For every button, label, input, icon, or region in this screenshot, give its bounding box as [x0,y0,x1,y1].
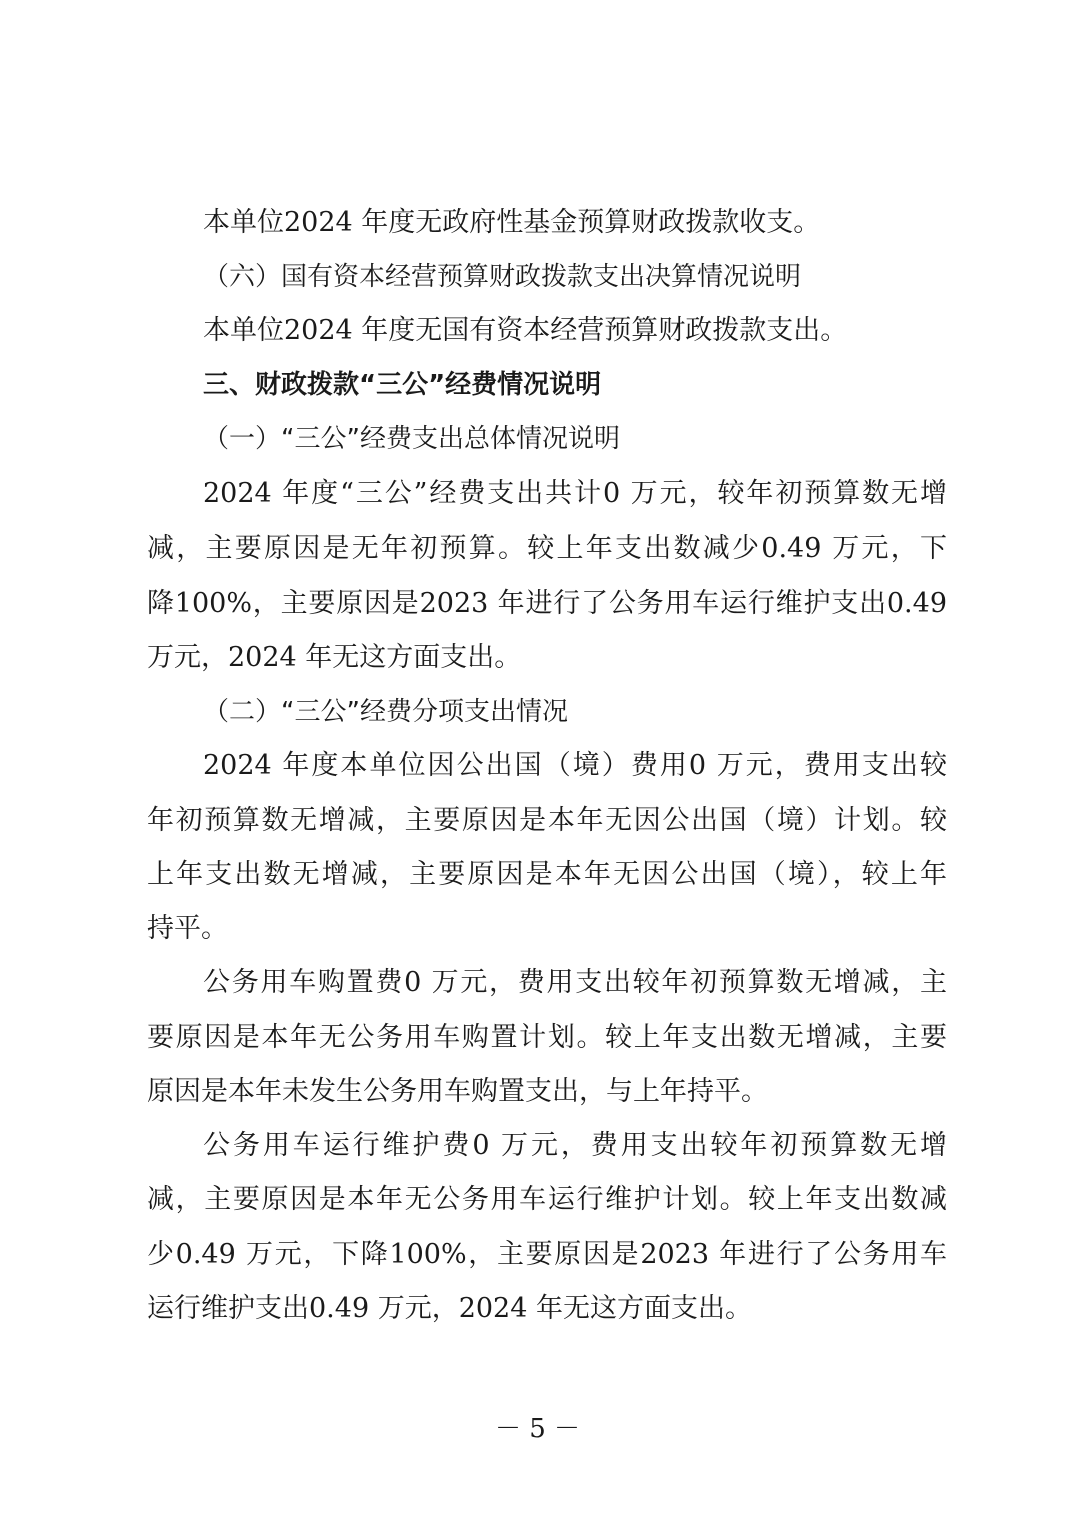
paragraph-line: 上年支出数无增减，主要原因是本年无因公出国（境），较上年 [147,859,947,890]
section-subheading: （六）国有资本经营预算财政拨款支出决算情况说明 [203,262,802,292]
paragraph-line: 2024 年度“三公”经费支出共计0 万元，较年初预算数无增 [203,478,947,509]
page-number: － 5 － [494,1414,581,1444]
section-subheading: （二）“三公”经费分项支出情况 [203,697,568,727]
paragraph-line: 万元，2024 年无这方面支出。 [147,642,522,673]
section-heading: 三、财政拨款“三公”经费情况说明 [203,370,602,400]
paragraph-line: 本单位2024 年度无政府性基金预算财政拨款收支。 [203,207,821,238]
paragraph-line: 原因是本年未发生公务用车购置支出，与上年持平。 [147,1076,768,1107]
paragraph-line: 2024 年度本单位因公出国（境）费用0 万元，费用支出较 [203,750,947,781]
paragraph-line: 减，主要原因是无年初预算。较上年支出数减少0.49 万元，下 [147,533,947,564]
paragraph-line: 持平。 [147,913,228,944]
paragraph-line: 公务用车购置费0 万元，费用支出较年初预算数无增减，主 [203,967,947,998]
paragraph-line: 要原因是本年无公务用车购置计划。较上年支出数无增减，主要 [147,1022,947,1053]
paragraph-line: 运行维护支出0.49 万元，2024 年无这方面支出。 [147,1293,752,1324]
paragraph-line: 减，主要原因是本年无公务用车运行维护计划。较上年支出数减 [147,1184,947,1215]
paragraph-line: 年初预算数无增减，主要原因是本年无因公出国（境）计划。较 [147,805,947,836]
paragraph-line: 本单位2024 年度无国有资本经营预算财政拨款支出。 [203,315,848,346]
paragraph-line: 公务用车运行维护费0 万元，费用支出较年初预算数无增 [203,1130,947,1161]
paragraph-line: 少0.49 万元，下降100%，主要原因是2023 年进行了公务用车 [147,1239,947,1270]
paragraph-line: 降100%，主要原因是2023 年进行了公务用车运行维护支出0.49 [147,588,947,619]
section-subheading: （一）“三公”经费支出总体情况说明 [203,424,620,454]
